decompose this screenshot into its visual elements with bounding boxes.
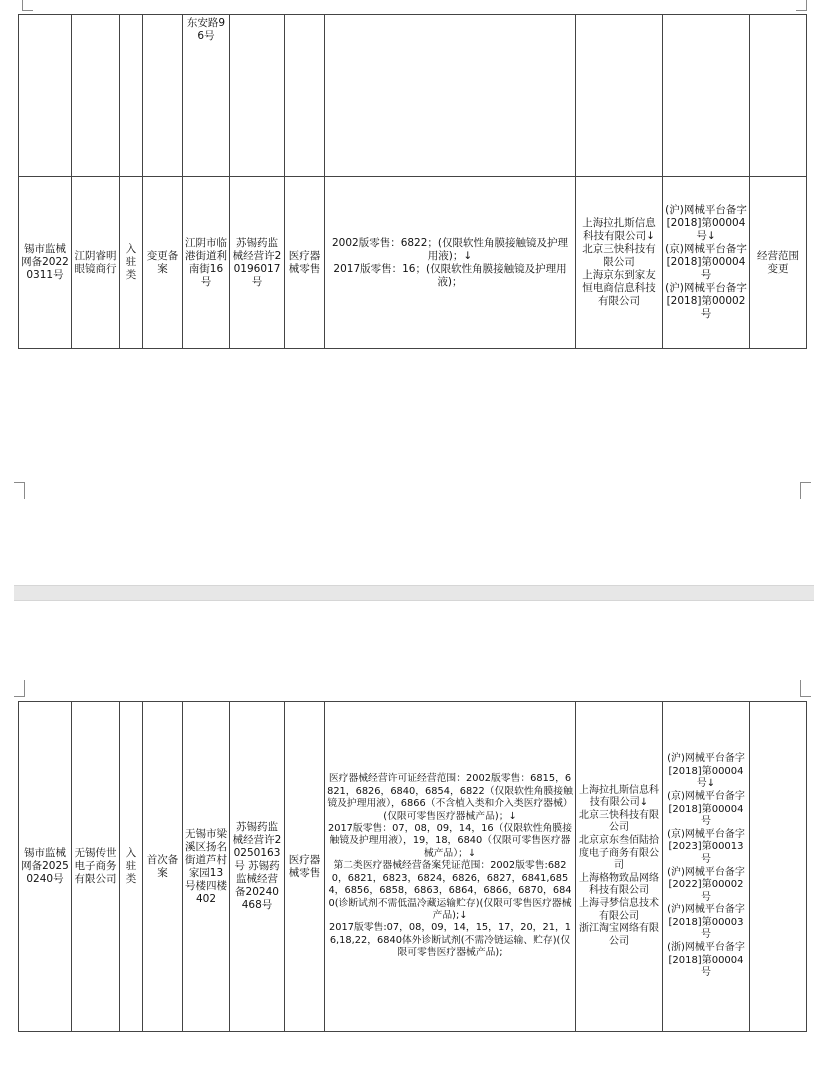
- platform-record: (浙)网械平台备字[2018]第00004号: [667, 942, 745, 979]
- page-corner-top-right: [796, 0, 807, 11]
- cell-platform: [576, 702, 663, 1032]
- cell-record-no: [19, 15, 72, 177]
- platform-record: (沪)网械平台备字[2022]第00002号: [667, 866, 745, 903]
- platform-record: (沪)网械平台备字[2018]第00002号: [665, 282, 747, 320]
- cell-action: 首次备案: [143, 702, 183, 1032]
- cell-license: [230, 15, 285, 177]
- platform-name: 上海格物致品网络科技有限公司: [579, 872, 659, 897]
- scope-line: 2017版零售:07，08，09，14，15，17，20，21，16,18,22，6840体外诊断试剂(不需冷链运输、贮存)(仅限可零售医疗器械产品);: [329, 922, 571, 959]
- scope-line: 医疗器械经营许可证经营范围：2002版零售：6815，6821，6826，6840，6854，6822（仅限软性角膜接触镜及护理用液），6866（不含植入类和介入类医疗器械）(仅限可零售医疗器械产品)；↓: [327, 773, 573, 822]
- cell-address: 东安路96号: [183, 15, 230, 177]
- platform-record: (京)网械平台备字[2018]第00004号: [667, 790, 745, 828]
- cell-category: 医疗器械零售: [285, 702, 325, 1032]
- platform-name: 北京三快科技有限公司: [579, 809, 659, 834]
- cell-remark: [750, 15, 807, 177]
- cell-record-no: 锡市监械网备20250240号: [19, 702, 72, 1032]
- page-break: [14, 585, 814, 601]
- scope-line: 2017版零售：16；(仅限软性角膜接触镜及护理用液)；: [333, 262, 567, 288]
- cell-address: 无锡市梁溪区扬名街道芦村家园13号楼四楼402: [183, 702, 230, 1032]
- platform-record: (沪)网械平台备字[2018]第00004号↓: [665, 204, 747, 242]
- cell-license: 苏锡药监械经营许20250163号 苏锡药监械经营备20240468号: [230, 702, 285, 1032]
- platform-record: (沪)网械平台备字[2018]第00004号↓: [667, 753, 745, 790]
- scope-line: 2017版零售：07，08，09，14，16（仅限软性角膜接触镜及护理用液），19，18，6840（仅限可零售医疗器械产品）；↓: [327, 823, 572, 859]
- cell-scope: [325, 177, 576, 349]
- cell-category: [285, 15, 325, 177]
- table-row: [19, 702, 807, 1032]
- record-table-bottom: [18, 701, 807, 1032]
- scope-line: 第二类医疗器械经营备案凭证范围：2002版零售:6820，6821，6823，6824，6826，6827，6841,6854，6856，6858，6863，6864，6866，6870，6840(诊断试剂不需低温冷藏运输贮存)(仅限可零售医疗器械产品);↓: [328, 860, 572, 921]
- cell-name: 江阴睿明眼镜商行: [72, 177, 120, 349]
- cell-type: 入驻类: [120, 177, 143, 349]
- cell-platform-record: [663, 15, 750, 177]
- cell-type: [120, 15, 143, 177]
- page-corner-top-left: [22, 0, 33, 11]
- platform-name: 浙江淘宝网络有限公司: [579, 923, 659, 947]
- cell-type: 入驻类: [120, 702, 143, 1032]
- cell-license: 苏锡药监械经营许20196017号: [230, 177, 285, 349]
- page-corner-bottom-left: [14, 482, 25, 499]
- platform-record: (京)网械平台备字[2023]第00013号: [667, 828, 745, 865]
- platform-name: 北京三快科技有限公司: [582, 243, 656, 268]
- cell-address: 江阴市临港街道利南街16号: [183, 177, 230, 349]
- cell-platform-record: [663, 177, 750, 349]
- platform-name: 上海京东到家友恒电商信息科技有限公司: [582, 269, 656, 307]
- cell-scope: [325, 702, 576, 1032]
- cell-scope: [325, 15, 576, 177]
- cell-category: 医疗器械零售: [285, 177, 325, 349]
- scope-line: 2002版零售：6822；(仅限软性角膜接触镜及护理用液)；↓: [331, 236, 569, 262]
- cell-action: 变更备案: [143, 177, 183, 349]
- platform-record: (沪)网械平台备字[2018]第00003号: [667, 904, 745, 941]
- cell-action: [143, 15, 183, 177]
- cell-name: 无锡传世电子商务有限公司: [72, 702, 120, 1032]
- table-row: [19, 177, 807, 349]
- cell-platform-record: [663, 702, 750, 1032]
- page-corner-bottom-right: [800, 482, 811, 499]
- platform-name: 上海寻梦信息技术有限公司: [579, 897, 659, 922]
- platform-name: 北京京东叁佰陆拾度电子商务有限公司: [579, 835, 659, 872]
- platform-name: 上海拉扎斯信息科技有限公司↓: [582, 217, 656, 242]
- platform-name: 上海拉扎斯信息科技有限公司↓: [579, 784, 659, 809]
- platform-record: (京)网械平台备字[2018]第00004号: [665, 243, 747, 281]
- cell-platform: [576, 177, 663, 349]
- table-row: [19, 15, 807, 177]
- cell-remark: 经营范围变更: [750, 177, 807, 349]
- record-table-top: [18, 14, 807, 349]
- page2-corner-top-left: [14, 680, 25, 697]
- cell-record-no: 锡市监械网备20220311号: [19, 177, 72, 349]
- page2-corner-top-right: [800, 680, 811, 697]
- cell-platform: [576, 15, 663, 177]
- cell-remark: [750, 702, 807, 1032]
- cell-name: [72, 15, 120, 177]
